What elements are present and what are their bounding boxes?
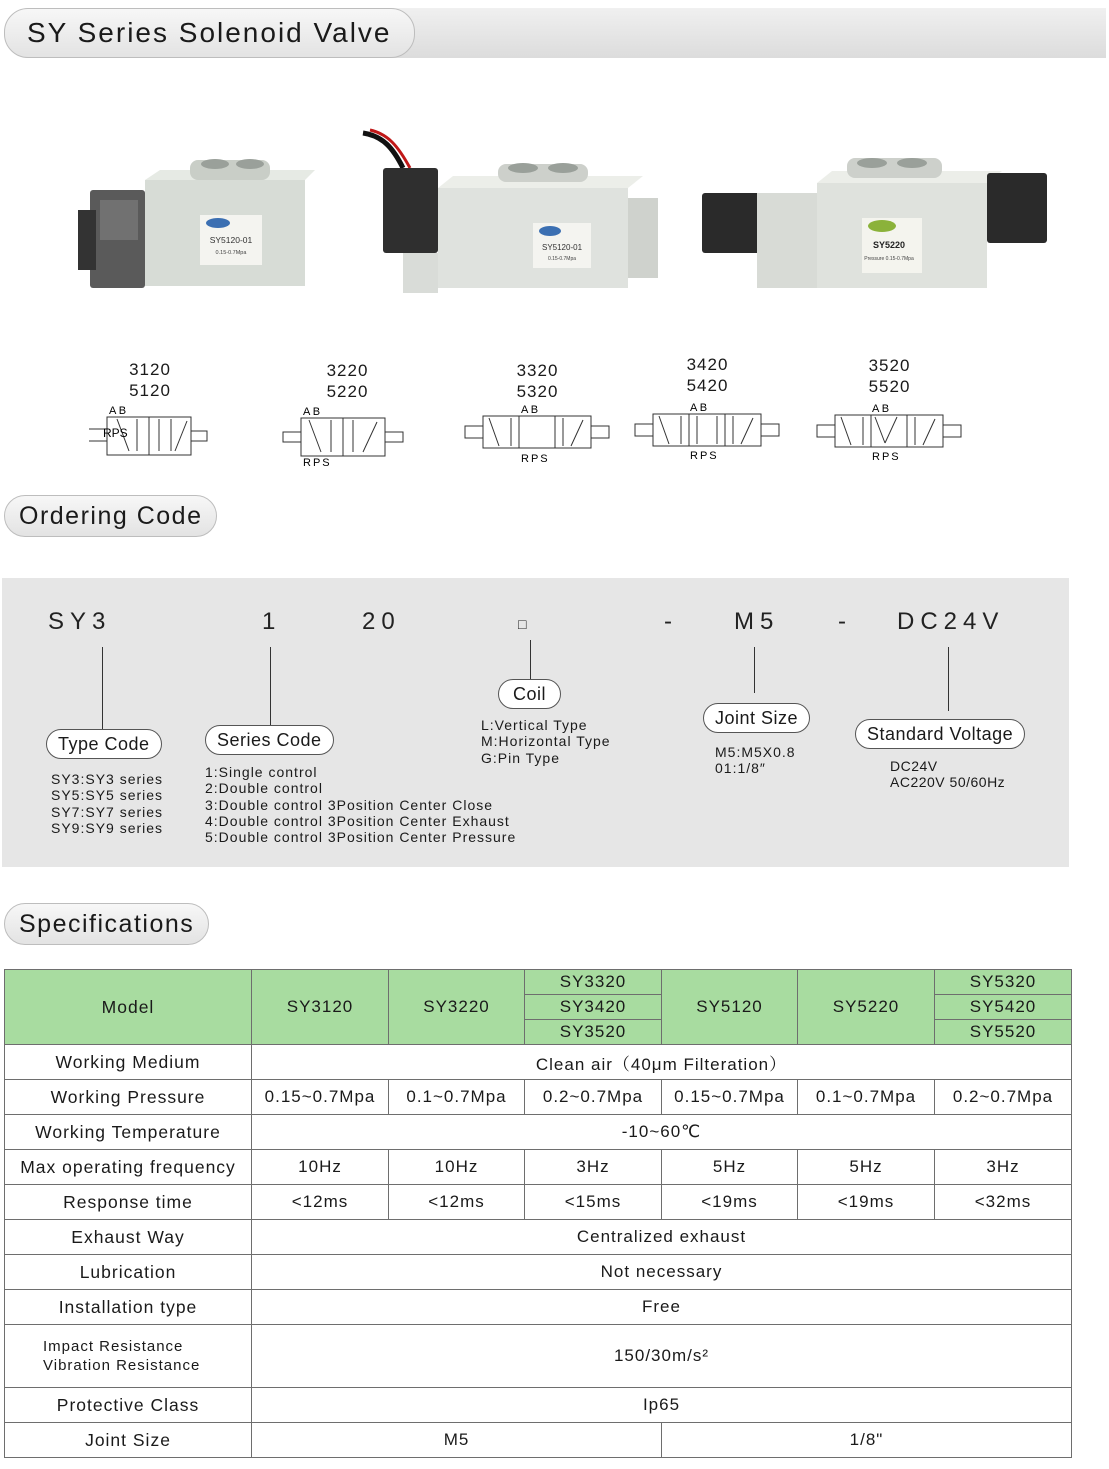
table-cell: <12ms (252, 1185, 389, 1220)
table-cell: 0.15~0.7Mpa (252, 1080, 389, 1115)
voltage-item: AC220V 50/60Hz (890, 774, 1006, 791)
series-code-list (205, 764, 516, 845)
type-code-item: SY7:SY7 series (51, 803, 164, 820)
standard-voltage-label: Standard Voltage (855, 719, 1025, 749)
table-cell: 3Hz (935, 1150, 1072, 1185)
voltage-item: DC24V (890, 758, 938, 774)
type-code-label: Type Code (46, 729, 162, 759)
vibration-label: Vibration Resistance (43, 1357, 201, 1374)
product-2-sub: 0.15-0.7Mpa (547, 256, 577, 262)
symbol-3320-5320 (460, 360, 615, 468)
joint-size-item: 01:1/8″ (715, 760, 766, 777)
product-1-label: SY5120-01 (209, 235, 253, 245)
symbol-3420-5420 (630, 354, 785, 462)
valve-symbol-icon (815, 397, 965, 463)
table-cell: Free (252, 1290, 1072, 1325)
series-code-label: Series Code (205, 725, 334, 755)
product-1-sub: 0.15-0.7Mpa (215, 250, 247, 256)
voltage-list (890, 758, 1005, 791)
table-cell: -10~60℃ (252, 1115, 1072, 1150)
symbol-model: 3320 (516, 361, 559, 380)
symbol-ports-bottom: RPS (103, 426, 128, 440)
symbol-model: 3120 (129, 360, 171, 379)
leader-line (530, 640, 531, 680)
table-row (5, 1080, 1072, 1115)
table-cell: <32ms (935, 1185, 1072, 1220)
code-type: SY3 (48, 608, 112, 635)
type-code-item: SY3:SY3 series (51, 771, 164, 787)
code-voltage: DC24V (897, 608, 1005, 635)
table-cell: 0.1~0.7Mpa (389, 1080, 525, 1115)
type-code-list (51, 771, 163, 836)
code-dash-1: - (664, 608, 678, 635)
row-label: Joint Size (5, 1423, 252, 1458)
product-3-label: SY5220 (872, 240, 906, 250)
table-cell: 0.2~0.7Mpa (525, 1080, 662, 1115)
symbol-model: 5520 (868, 377, 911, 396)
symbol-3520-5520 (812, 355, 967, 463)
symbol-model: 5220 (326, 382, 369, 401)
product-image-3 (697, 138, 1052, 303)
leader-line (948, 647, 949, 711)
table-cell: <19ms (798, 1185, 935, 1220)
row-label: Exhaust Way (5, 1220, 252, 1255)
table-row (5, 1423, 1072, 1458)
row-label: Lubrication (5, 1255, 252, 1290)
row-label: Working Medium (5, 1045, 252, 1080)
table-row (5, 1255, 1072, 1290)
product-image-2 (358, 128, 668, 303)
series-code-item: 5:Double control 3Position Center Pressure (205, 829, 517, 846)
row-label: Working Temperature (5, 1115, 252, 1150)
product-image-1 (60, 140, 320, 300)
table-cell: <12ms (389, 1185, 525, 1220)
model-cell: SY3120 (252, 970, 389, 1045)
symbol-ports-bottom: RPS (871, 451, 901, 463)
model-cell: SY3220 (389, 970, 525, 1045)
series-code-item: 3:Double control 3Position Center Close (205, 796, 494, 813)
symbol-ports-top: A B (520, 404, 538, 416)
table-cell: 5Hz (662, 1150, 798, 1185)
table-cell: Centralized exhaust (252, 1220, 1072, 1255)
table-cell: 10Hz (389, 1150, 525, 1185)
model-cell: SY5520 (935, 1020, 1072, 1045)
joint-size-list (715, 744, 796, 777)
model-cell: SY3520 (525, 1020, 662, 1045)
symbol-ports-bottom: RPS (302, 457, 332, 468)
code-coil-placeholder: □ (518, 616, 533, 632)
table-row (5, 1150, 1072, 1185)
table-cell: 0.2~0.7Mpa (935, 1080, 1072, 1115)
product-3-sub: Pressure 0.15-0.7Mpa (864, 256, 914, 262)
symbol-ports-top: A B (109, 405, 127, 417)
table-cell: 0.1~0.7Mpa (798, 1080, 935, 1115)
table-row (5, 1290, 1072, 1325)
model-cell: SY3320 (525, 970, 662, 995)
coil-label: Coil (498, 679, 561, 709)
table-row (5, 1220, 1072, 1255)
page-title: SY Series Solenoid Valve (4, 8, 415, 58)
model-cell: SY5420 (935, 995, 1072, 1020)
valve-symbol-icon (633, 396, 783, 462)
joint-size-label: Joint Size (703, 703, 810, 733)
model-header: Model (5, 970, 252, 1045)
table-row (5, 970, 1072, 995)
table-cell: Ip65 (252, 1388, 1072, 1423)
model-cell: SY5120 (662, 970, 798, 1045)
table-cell: 150/30m/s² (252, 1325, 1072, 1388)
valve-symbol-icon (273, 402, 423, 468)
table-cell: 3Hz (525, 1150, 662, 1185)
type-code-item: SY5:SY5 series (51, 787, 164, 804)
coil-item: L:Vertical Type (481, 717, 588, 733)
model-cell: SY3420 (525, 995, 662, 1020)
row-label-impact (5, 1325, 252, 1388)
row-label: Installation type (5, 1290, 252, 1325)
row-label: Response time (5, 1185, 252, 1220)
table-row (5, 1325, 1072, 1388)
code-joint: M5 (734, 608, 780, 635)
model-cell: SY5320 (935, 970, 1072, 995)
table-cell: <19ms (662, 1185, 798, 1220)
symbol-ports-top: A B (302, 406, 320, 418)
valve-symbol-icon (463, 402, 613, 468)
symbol-model: 5420 (686, 376, 729, 395)
table-cell: M5 (252, 1423, 662, 1458)
table-cell: 1/8" (662, 1423, 1072, 1458)
symbol-ports-top: A B (871, 403, 889, 415)
coil-item: M:Horizontal Type (481, 733, 611, 750)
symbol-model: 5120 (129, 381, 171, 400)
code-fixed: 20 (362, 608, 401, 635)
row-label: Protective Class (5, 1388, 252, 1423)
valve-symbol-icon (75, 401, 225, 461)
impact-label: Impact Resistance (43, 1338, 184, 1355)
symbol-model: 3420 (686, 355, 729, 374)
series-code-item: 4:Double control 3Position Center Exhaust (205, 812, 510, 829)
table-row (5, 1388, 1072, 1423)
series-code-item: 2:Double control (205, 780, 323, 797)
table-cell: 0.15~0.7Mpa (662, 1080, 798, 1115)
ordering-code-heading: Ordering Code (4, 495, 217, 537)
leader-line (270, 647, 271, 725)
leader-line (754, 647, 755, 693)
table-row (5, 1115, 1072, 1150)
symbol-model: 5320 (516, 382, 559, 401)
table-cell: Not necessary (252, 1255, 1072, 1290)
code-dash-2: - (838, 608, 852, 635)
specifications-heading: Specifications (4, 903, 209, 945)
row-label: Working Pressure (5, 1080, 252, 1115)
table-cell: 5Hz (798, 1150, 935, 1185)
table-row (5, 1185, 1072, 1220)
symbol-ports-top: A B (689, 402, 707, 414)
coil-item: G:Pin Type (481, 749, 561, 766)
product-2-label: SY5120-01 (541, 243, 583, 252)
specifications-table (4, 969, 1072, 1458)
symbol-ports-bottom: RPS (520, 453, 550, 465)
joint-size-item: M5:M5X0.8 (715, 744, 796, 760)
code-series: 1 (262, 608, 282, 635)
table-cell: <15ms (525, 1185, 662, 1220)
symbol-ports-bottom: RPS (689, 450, 719, 462)
type-code-item: SY9:SY9 series (51, 819, 164, 836)
table-row (5, 1045, 1072, 1080)
model-cell: SY5220 (798, 970, 935, 1045)
symbol-model: 3520 (868, 356, 911, 375)
symbol-3120-5120 (70, 359, 230, 461)
table-cell: Clean air（40μm Filteration） (252, 1045, 1072, 1080)
symbol-model: 3220 (326, 361, 369, 380)
symbol-3220-5220 (270, 360, 425, 468)
coil-list (481, 717, 611, 766)
leader-line (102, 647, 103, 729)
row-label: Max operating frequency (5, 1150, 252, 1185)
series-code-item: 1:Single control (205, 764, 318, 780)
table-cell: 10Hz (252, 1150, 389, 1185)
